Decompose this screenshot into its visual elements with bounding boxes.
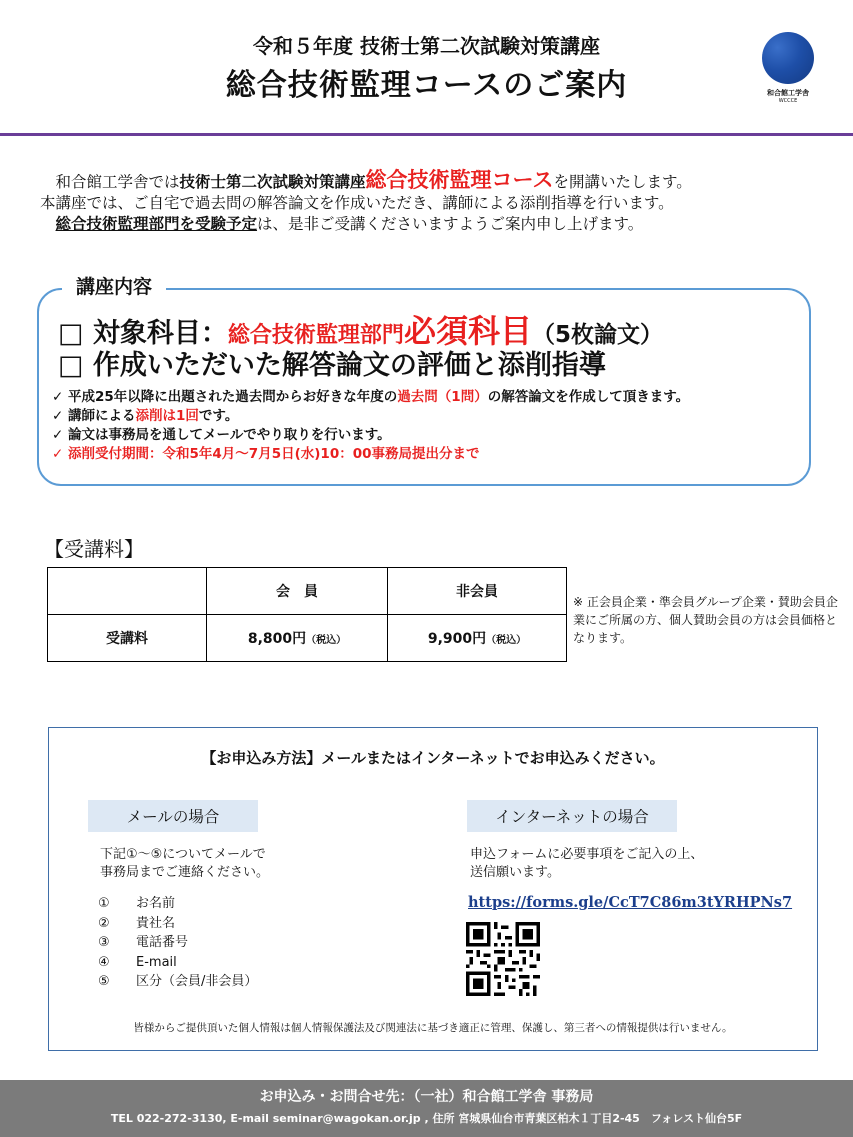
- footer: [0, 1080, 853, 1137]
- list-item: ② 貴社名: [98, 915, 176, 931]
- intro-target: 総合技術監理部門を受験予定: [55, 215, 258, 233]
- page-subtitle: 令和５年度 技術士第二次試験対策講座: [253, 34, 600, 58]
- header-divider: [0, 133, 853, 136]
- table-header-nonmember: 非会員: [388, 568, 567, 615]
- nonmember-price-cell: 9,900円（税込）: [388, 615, 567, 662]
- list-item: ④ E-mail: [98, 954, 177, 970]
- web-instructions: 申込フォームに必要事項をご記入の上、 送信願います。: [470, 847, 704, 880]
- fee-note: ※ 正会員企業・準会員グループ企業・賛助会員企業にご所属の方、個人賛助会員の方は会員価格となります。: [573, 595, 838, 645]
- check-item: ✓ 平成25年以降に出題された過去問からお好きな年度の過去問（1問）の解答論文を作成して頂きます。: [52, 389, 690, 405]
- application-form-link[interactable]: https://forms.gle/CcT7C86m3tYRHPNs7: [468, 894, 793, 911]
- qr-code-icon: [466, 922, 540, 996]
- check-item: ✓ 論文は事務局を通してメールでやり取りを行います。: [52, 427, 391, 443]
- fee-title: 【受講料】: [44, 537, 144, 561]
- footer-address: TEL 022-272-3130, E-mail seminar@wagokan.or.jp , 住所 宮城県仙台市青葉区柏木１丁目2-45 フォレスト仙台5F: [110, 1112, 743, 1125]
- intro-course-name: 総合技術監理コース: [365, 168, 554, 192]
- course-subject-paren: （5枚論文）: [531, 322, 663, 348]
- check-icon: ✓: [52, 389, 69, 405]
- application-box: [48, 727, 818, 1051]
- table-cell: [48, 568, 207, 615]
- logo: [760, 32, 816, 104]
- privacy-notice: 皆様からご提供頂いた個人情報は個人情報保護法及び関連法に基づき適正に管理、保護し、第三者への情報提供は行いません。: [133, 1022, 733, 1034]
- logo-abbr: WCCCE: [778, 98, 798, 104]
- intro-lead: 和合館工学舎では: [40, 173, 180, 191]
- intro-line2: 本講座では、ご自宅で過去問の解答論文を作成いただき、講師による添削指導を行います。: [40, 194, 674, 212]
- member-price-cell: 8,800円（税込）: [207, 615, 388, 662]
- web-chip: インターネットの場合: [467, 800, 677, 832]
- course-subject-dept: 総合技術監理部門: [227, 323, 404, 348]
- logo-mark-icon: [762, 32, 814, 84]
- logo-name: 和合館工学舎: [767, 89, 809, 97]
- check-item: ✓ 講師による添削は1回です。: [52, 408, 239, 424]
- course-label: 講座内容: [62, 272, 166, 299]
- check-icon: ✓: [52, 427, 69, 443]
- mail-item-list: [98, 894, 257, 992]
- intro-invite: は、是非ご受講くださいますようご案内申し上げます。: [257, 215, 644, 233]
- list-item: ① お名前: [98, 896, 176, 911]
- check-icon: ✓: [52, 408, 69, 424]
- course-checklist: [52, 388, 689, 464]
- intro-open: を開講いたします。: [553, 173, 692, 191]
- intro-course-series: 技術士第二次試験対策講座: [179, 173, 366, 191]
- page-title: 総合技術監理コースのご案内: [225, 68, 628, 103]
- table-row: [48, 568, 567, 615]
- course-subject-prefix: □ 対象科目：: [58, 318, 228, 349]
- table-row-label: 受講料: [48, 615, 207, 662]
- mail-instructions: 下記①～⑤についてメールで 事務局までご連絡ください。: [100, 847, 270, 880]
- mail-chip: メールの場合: [88, 800, 258, 832]
- footer-contact: お申込み・お問合せ先：（一社）和合館工学舎 事務局: [259, 1089, 594, 1105]
- course-subject-required: 必須科目: [403, 312, 532, 350]
- course-evaluation: □ 作成いただいた解答論文の評価と添削指導: [58, 350, 606, 381]
- check-item: ✓ 添削受付期間：令和5年4月～7月5日(水)10：00事務局提出分まで: [52, 446, 480, 462]
- list-item: ⑤ 区分（会員/非会員）: [98, 974, 258, 989]
- check-icon: ✓: [52, 446, 69, 462]
- fee-table: [47, 567, 567, 662]
- table-row: [48, 615, 567, 662]
- application-heading: 【お申込み方法】メールまたはインターネットでお申込みください。: [201, 749, 665, 767]
- list-item: ③ 電話番号: [98, 935, 189, 950]
- table-header-member: 会 員: [207, 568, 388, 615]
- intro-text: [40, 170, 830, 235]
